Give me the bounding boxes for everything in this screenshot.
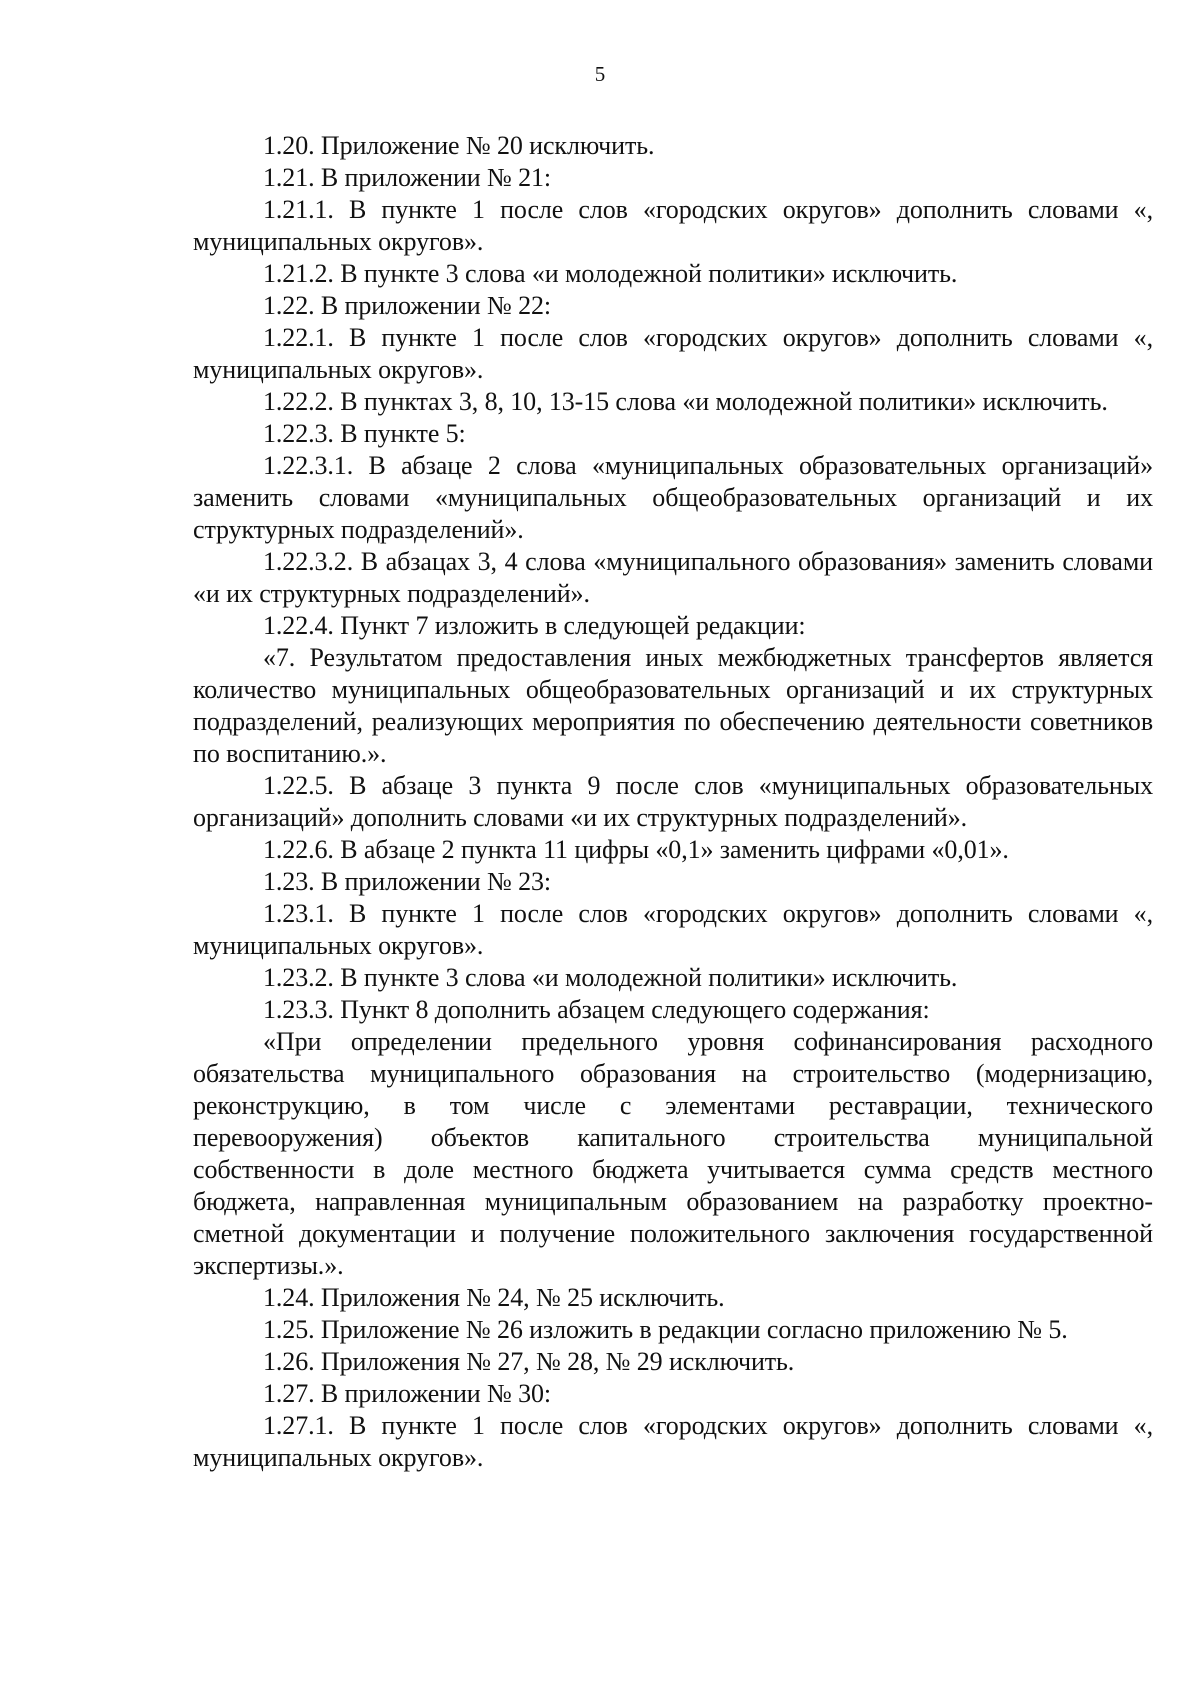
- paragraph-1-25: 1.25. Приложение № 26 изложить в редакции согласно приложению № 5.: [263, 1315, 1068, 1344]
- paragraph-1-22-3-1: 1.22.3.1. В абзаце 2 слова «муниципальных образовательных организаций» заменить словами «муниципальных общеобразовательных организаций и их структурных подразделений».: [193, 451, 1153, 544]
- paragraph-1-21-2: 1.21.2. В пункте 3 слова «и молодежной политики» исключить.: [263, 259, 958, 288]
- document-body: [193, 130, 1153, 1474]
- paragraph-1-23-3: 1.23.3. Пункт 8 дополнить абзацем следующего содержания:: [263, 995, 930, 1024]
- paragraph-1-22-6: 1.22.6. В абзаце 2 пункта 11 цифры «0,1» заменить цифрами «0,01».: [263, 835, 1009, 864]
- paragraph-1-22-1: 1.22.1. В пункте 1 после слов «городских округов» дополнить словами «, муниципальных округов».: [193, 323, 1153, 384]
- paragraph-1-22-2: 1.22.2. В пунктах 3, 8, 10, 13-15 слова «и молодежной политики» исключить.: [263, 387, 1108, 416]
- paragraph-1-26: 1.26. Приложения № 27, № 28, № 29 исключить.: [263, 1347, 795, 1376]
- paragraph-1-23-2: 1.23.2. В пункте 3 слова «и молодежной политики» исключить.: [263, 963, 958, 992]
- paragraph-1-27-1: 1.27.1. В пункте 1 после слов «городских округов» дополнить словами «, муниципальных округов».: [193, 1411, 1153, 1472]
- paragraph-1-22-5: 1.22.5. В абзаце 3 пункта 9 после слов «муниципальных образовательных организаций» дополнить словами «и их структурных подразделений».: [193, 771, 1153, 832]
- paragraph-1-23: 1.23. В приложении № 23:: [263, 867, 552, 896]
- page-number: 5: [594, 62, 606, 86]
- paragraph-1-24: 1.24. Приложения № 24, № 25 исключить.: [263, 1283, 725, 1312]
- quoted-item-7: «7. Результатом предоставления иных межбюджетных трансфертов является количество муниципальных общеобразовательных организаций и их структурных подразделений, реализующих мероприятия по обеспечению деятельности советников по воспитанию.».: [193, 643, 1153, 768]
- paragraph-1-21-1: 1.21.1. В пункте 1 после слов «городских округов» дополнить словами «, муниципальных округов».: [193, 195, 1153, 256]
- quoted-paragraph-cofinancing: «При определении предельного уровня софинансирования расходного обязательства муниципального образования на строительство (модернизацию, реконструкцию, в том числе с элементами реставрации, технического перевооружения) объектов капитального строительства муниципальной собственности в доле местного бюджета учитывается сумма средств местного бюджета, направленная муниципальным образованием на разработку проектно-сметной документации и получение положительного заключения государственной экспертизы.».: [193, 1027, 1153, 1280]
- paragraph-1-27: 1.27. В приложении № 30:: [263, 1379, 552, 1408]
- paragraph-1-21: 1.21. В приложении № 21:: [263, 163, 552, 192]
- paragraph-1-22-4: 1.22.4. Пункт 7 изложить в следующей редакции:: [263, 611, 806, 640]
- paragraph-1-23-1: 1.23.1. В пункте 1 после слов «городских округов» дополнить словами «, муниципальных округов».: [193, 899, 1153, 960]
- paragraph-1-22-3: 1.22.3. В пункте 5:: [263, 419, 466, 448]
- paragraph-1-22: 1.22. В приложении № 22:: [263, 291, 552, 320]
- paragraph-1-22-3-2: 1.22.3.2. В абзацах 3, 4 слова «муниципального образования» заменить словами «и их структурных подразделений».: [193, 547, 1153, 608]
- paragraph-1-20: 1.20. Приложение № 20 исключить.: [263, 131, 655, 160]
